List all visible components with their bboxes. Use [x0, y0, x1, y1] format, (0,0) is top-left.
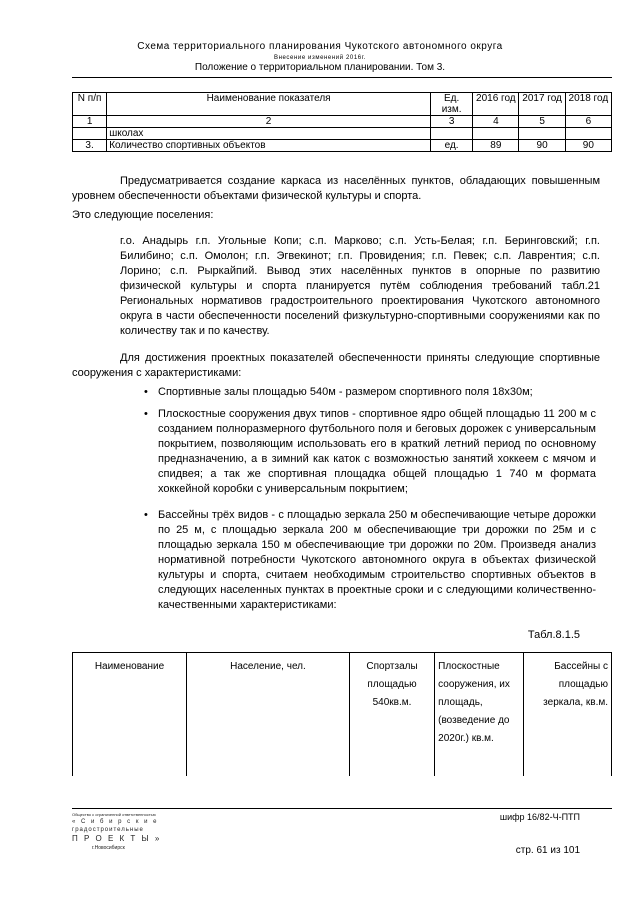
table-cell: 6: [565, 116, 611, 128]
list-item-text: Спортивные залы площадью 540м - размером спортивного поля 18х30м;: [158, 386, 533, 398]
col-header-unit: Ед. изм.: [430, 93, 472, 116]
table-cell: [519, 128, 565, 140]
footer-divider: [72, 808, 612, 809]
logo-city: г.Новосибирск: [92, 845, 125, 851]
table-cell: [473, 128, 519, 140]
table-header-row: [73, 653, 612, 777]
table-cell: 90: [565, 140, 611, 152]
table-caption: Табл.8.1.5: [527, 629, 580, 641]
col-header-population: Население, чел.: [186, 653, 349, 777]
logo-caption: Общество с ограниченной ответственностью: [72, 812, 156, 817]
table-row: [73, 140, 612, 152]
indicators-table: [72, 92, 612, 152]
table-cell: 4: [473, 116, 519, 128]
document-cipher: шифр 16/82-Ч-ПТП: [499, 812, 580, 822]
list-item-text: Плоскостные сооружения двух типов - спортивное ядро общей площадью 11 200 м с созданием полноразмерного футбольного поля и беговых дорожек с универсальным покрытием, позволяющим использовать его в краткий летний период по основному предназначению, а в зимний как каток с возможностью занятий хоккеем с мячом и спидвея; а так же спортивная площадка общей площадью 1 740 м формата хоккейной коробки с универсальным покрытием;: [158, 408, 596, 495]
col-header-flat-facilities: Плоскостные сооружения, их площадь, (возведение до 2020г.) кв.м.: [435, 653, 523, 777]
company-logo: [72, 812, 172, 852]
page-number: стр. 61 из 101: [515, 845, 580, 856]
col-header-name: Наименование: [73, 653, 187, 777]
table-cell: 1: [73, 116, 107, 128]
table-row: [73, 128, 612, 140]
table-cell: Количество спортивных объектов: [107, 140, 431, 152]
table-cell: 89: [473, 140, 519, 152]
logo-line: градостроительные: [72, 827, 144, 833]
paragraph-framework: Предусматривается создание каркаса из населённых пунктов, обладающих повышенным уровнем обеспеченности объектами физической культуры и спорта.: [72, 175, 600, 202]
table-cell: школах: [107, 128, 431, 140]
bullet-icon: •: [144, 509, 148, 521]
table-cell: 3.: [73, 140, 107, 152]
table-header-row: [73, 93, 612, 116]
table-cell: [73, 128, 107, 140]
col-header-number: N п/п: [73, 93, 107, 116]
table-cell: [430, 128, 472, 140]
table-cell: 3: [430, 116, 472, 128]
paragraph-settlements-intro: Это следующие поселения:: [72, 209, 214, 221]
logo-line: « С и б и р с к и е: [72, 819, 159, 825]
table-cell: 5: [519, 116, 565, 128]
table-numbering-row: [73, 116, 612, 128]
bullet-icon: •: [144, 408, 148, 420]
logo-line: П Р О Е К Т Ы »: [72, 834, 162, 843]
paragraph-settlements-list: г.о. Анадырь г.п. Угольные Копи; с.п. Марково; с.п. Усть-Белая; г.п. Беринговский; г.п. Билибино; с.п. Омолон; г.п. Эгвекинот; г.п. Провидения; г.п. Певек; с.п. Лаврентия; с.п. Лорино; с.п. Рыркайпий. Вывод этих населённых пунктов в опорные по развитию физической культуры и спорта планируется путём соблюдения требований табл.21 Региональных нормативов градостроительного проектирования Чукотского автономного округа в части обеспеченности поселений физкультурно-спортивными сооружениями как по количеству так и по качеству.: [120, 235, 600, 337]
col-header-name: Наименование показателя: [107, 93, 431, 116]
table-cell: [565, 128, 611, 140]
bullet-icon: •: [144, 386, 148, 398]
table-cell: 90: [519, 140, 565, 152]
header-title: Схема территориального планирования Чукотского автономного округа: [137, 41, 503, 52]
col-header-2016: 2016 год: [473, 93, 519, 116]
paragraph-facilities-intro: Для достижения проектных показателей обеспеченности приняты следующие спортивные сооружения с характеристиками:: [72, 352, 600, 379]
col-header-2017: 2017 год: [519, 93, 565, 116]
header-volume: Положение о территориальном планировании. Том 3.: [194, 62, 446, 73]
facilities-table: [72, 652, 612, 776]
col-header-sport-halls: Спортзалы площадью 540кв.м.: [349, 653, 434, 777]
list-item-text: Бассейны трёх видов - с площадью зеркала 250 м обеспечивающие четыре дорожки по 25 м, с площадью зеркала 200 м обеспечивающие три дорожки по 25м и с площадью зеркала 150 м обеспечивающие три дорожки по 20м. Произведя анализ нормативной потребности Чукотского автономного округа в объектах физической культуры и спорта, считаем необходимым строительство спортивных объектов в следующих населенных пунктах в проектные сроки и с следующими количественно-качественными характеристиками:: [158, 509, 596, 611]
header-subtitle: Внесение изменений 2016г.: [273, 55, 367, 61]
col-header-pools: Бассейны с площадью зеркала, кв.м.: [523, 653, 611, 777]
table-cell: ед.: [430, 140, 472, 152]
header-divider: [72, 77, 612, 78]
table-cell: 2: [107, 116, 431, 128]
col-header-2018: 2018 год: [565, 93, 611, 116]
